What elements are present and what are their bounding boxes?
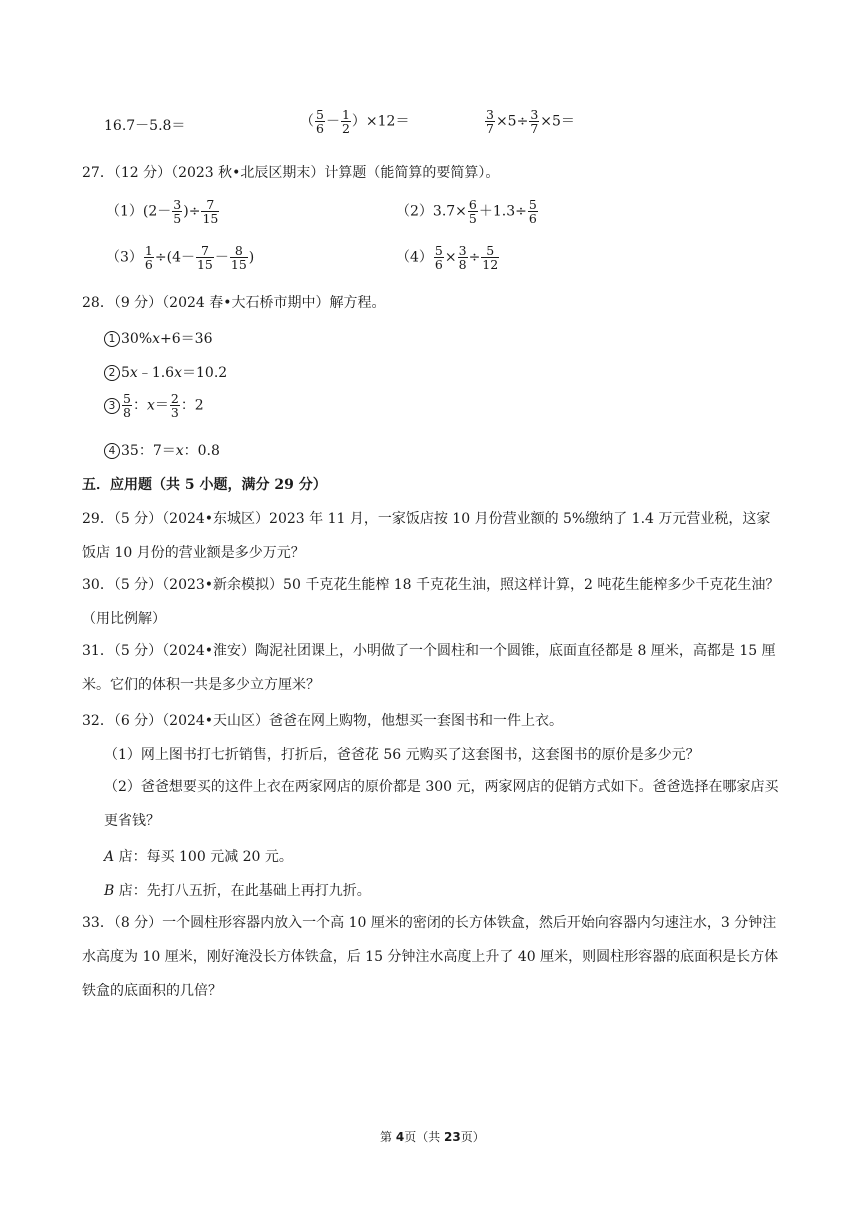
fraction: $\frac{5}{6}$ [316, 107, 324, 137]
q30-text: 30．（5 分）（2023•新余模拟）50 千克花生能榨 18 千克花生油，照这样计算，2 吨花生能榨多少千克花生油？（用比例解） [82, 577, 780, 627]
q32-option-b: B 店：先打八五折，在此基础上再打九折。 [104, 883, 371, 899]
q27-part-1: （1）(2－ $\frac{3}{5}$ )÷ $\frac{7}{15}$ [106, 197, 219, 227]
fraction: $\frac{3}{7}$ [486, 107, 494, 137]
page-footer: 第 4页（共 23页） [380, 1130, 485, 1144]
q32-subquestion-1: （1）网上图书打七折销售，打折后，爸爸花 56 元购买了这套图书，这套图书的原价是多少元？ [104, 747, 700, 763]
q28-equation-3: 3 $\frac{5}{8}$ ：x＝ $\frac{2}{3}$ ：2 [104, 392, 204, 419]
q28-equation-4: 4 35：7＝x：0.8 [104, 440, 220, 460]
q32-option-a: A 店：每买 100 元减 20 元。 [104, 849, 293, 865]
q28-header: 28．（9 分）（2024 春•大石桥市期中）解方程。 [82, 295, 386, 311]
q27-header: 27．（12 分）（2023 秋•北辰区期末）计算题（能简算的要简算）。 [82, 165, 500, 181]
fraction: $\frac{1}{2}$ [341, 107, 350, 137]
q27-part-4: （4） $\frac{5}{6}$ × $\frac{3}{8}$ ÷ $\frac{5}{12}$ [396, 243, 499, 273]
q28-equation-1: 1 30%x+6＝36 [104, 328, 212, 348]
q29-text: 29．（5 分）（2024•东城区）2023 年 11 月，一家饭店按 10 月份营业额的 5%缴纳了 1.4 万元营业税，这家饭店 10 月份的营业额是多少万元？ [82, 511, 771, 561]
q26-expr-2: （ $\frac{5}{6}$ － $\frac{1}{2}$ ）×12＝ [300, 107, 410, 137]
q32-subquestion-2: （2）爸爸想要买的这件上衣在两家网店的原价都是 300 元，两家网店的促销方式如下。爸爸选择在哪家店买更省钱？ [104, 779, 779, 829]
circled-number: 4 [104, 443, 120, 459]
q31-text: 31．（5 分）（2024•淮安）陶泥社团课上，小明做了一个圆柱和一个圆锥，底面直径都是 8 厘米，高都是 15 厘米。它们的体积一共是多少立方厘米？ [82, 643, 776, 693]
circled-number: 1 [104, 331, 120, 347]
q26-expr-3: $\frac{3}{7}$ ×5÷ $\frac{3}{7}$ ×5＝ [486, 107, 575, 137]
circled-number: 3 [104, 398, 120, 414]
circled-number: 2 [104, 365, 120, 381]
q27-part-2: （2）3.7× $\frac{6}{5}$ ＋1.3÷ $\frac{5}{6}$ [396, 197, 537, 227]
q32-text: 32．（6 分）（2024•天山区）爸爸在网上购物，他想买一套图书和一件上衣。 [82, 713, 564, 729]
fraction: $\frac{3}{7}$ [530, 107, 539, 137]
q26-expr-1: 16.7－5.8＝ [104, 118, 186, 134]
q33-text: 33．（8 分）一个圆柱形容器内放入一个高 10 厘米的密闭的长方体铁盒，然后开始向容器内匀速注水，3 分钟注水高度为 10 厘米，刚好淹没长方体铁盒，后 15 分钟注水高度上升了 40 厘米，则圆柱形容器的底面积是长方体铁盒的底面积的几倍？ [82, 915, 779, 999]
q27-part-3: （3） $\frac{1}{6}$ ÷(4－ $\frac{7}{15}$ － $\frac{8}{15}$ ) [106, 243, 255, 273]
q28-equation-2: 2 5x﹣1.6x＝10.2 [104, 362, 227, 382]
section-title: 五．应用题（共 5 小题，满分 29 分） [82, 477, 327, 493]
